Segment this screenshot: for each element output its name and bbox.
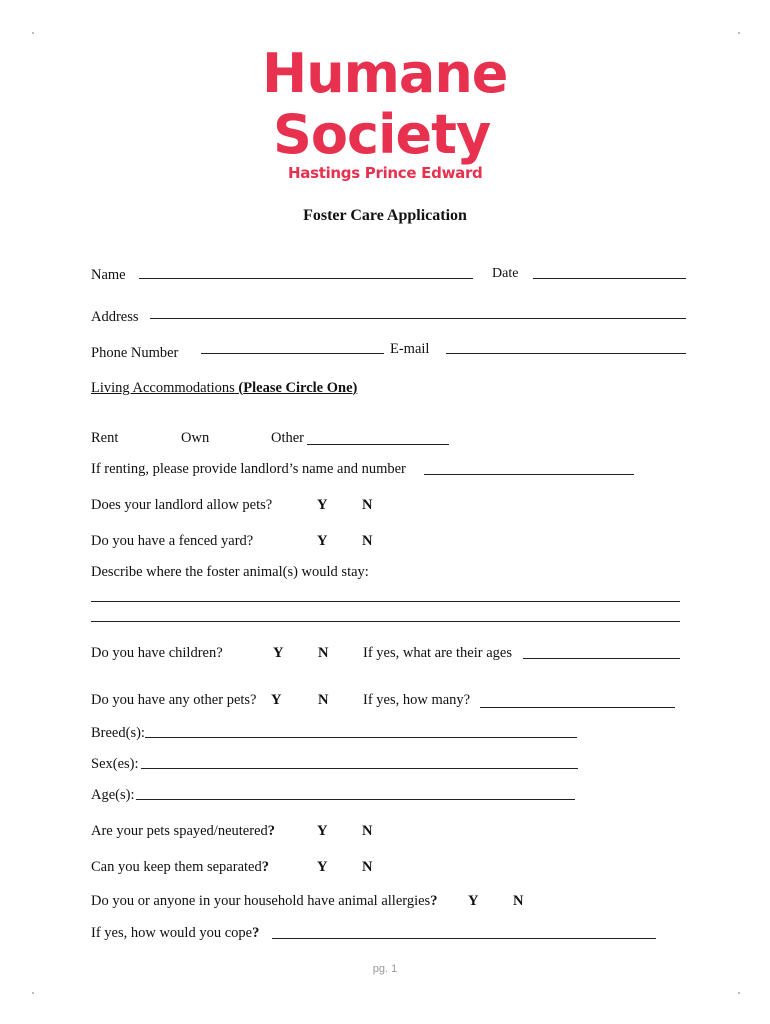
allergies-no[interactable]: N xyxy=(513,893,524,909)
fenced-yard-question: Do you have a fenced yard? xyxy=(91,533,254,549)
phone-label: Phone Number xyxy=(91,345,179,361)
page-number: pg. 1 xyxy=(372,963,398,975)
email-label: E-mail xyxy=(390,341,430,357)
fenced-yard-no[interactable]: N xyxy=(362,533,373,549)
other-pets-no[interactable]: N xyxy=(318,692,329,708)
phone-field[interactable] xyxy=(201,353,384,354)
foster-location-question: Describe where the foster animal(s) would stay: xyxy=(91,564,369,580)
logo-society: Society xyxy=(273,103,491,166)
separated-no[interactable]: N xyxy=(362,859,373,875)
ages-label: Age(s): xyxy=(91,787,135,803)
option-rent[interactable]: Rent xyxy=(91,430,119,446)
sexes-label: Sex(es): xyxy=(91,756,139,772)
other-field[interactable] xyxy=(307,444,449,445)
landlord-pets-question: Does your landlord allow pets? xyxy=(91,497,273,513)
fenced-yard-yes[interactable]: Y xyxy=(317,533,328,549)
date-field[interactable] xyxy=(533,278,686,279)
spayed-question: Are your pets spayed/neutered? xyxy=(91,823,276,839)
sexes-field[interactable] xyxy=(141,768,578,769)
landlord-field[interactable] xyxy=(424,474,634,475)
option-own[interactable]: Own xyxy=(181,430,210,446)
option-other[interactable]: Other xyxy=(271,430,305,446)
landlord-pets-yes[interactable]: Y xyxy=(317,497,328,513)
breeds-label: Breed(s): xyxy=(91,725,145,741)
page-title: Foster Care Application xyxy=(303,207,467,224)
landlord-pets-no[interactable]: N xyxy=(362,497,373,513)
foster-location-line-1[interactable] xyxy=(91,601,680,602)
children-question: Do you have children? xyxy=(91,645,223,661)
spayed-no[interactable]: N xyxy=(362,823,373,839)
how-many-question: If yes, how many? xyxy=(363,692,471,708)
other-pets-question: Do you have any other pets? xyxy=(91,692,257,708)
how-many-field[interactable] xyxy=(480,707,675,708)
children-ages-field[interactable] xyxy=(523,658,680,659)
email-field[interactable] xyxy=(446,353,686,354)
cope-question: If yes, how would you cope? xyxy=(91,925,260,941)
children-yes[interactable]: Y xyxy=(273,645,284,661)
living-accommodations-heading: Living Accommodations (Please Circle One) xyxy=(91,380,358,396)
address-label: Address xyxy=(91,309,139,325)
allergies-yes[interactable]: Y xyxy=(468,893,479,909)
name-field[interactable] xyxy=(139,278,473,279)
corner-mark xyxy=(738,992,740,994)
corner-mark xyxy=(32,32,34,34)
logo-humane: Humane xyxy=(262,42,508,105)
spayed-yes[interactable]: Y xyxy=(317,823,328,839)
name-label: Name xyxy=(91,267,126,283)
other-pets-yes[interactable]: Y xyxy=(271,692,282,708)
breeds-field[interactable] xyxy=(145,737,577,738)
separated-yes[interactable]: Y xyxy=(317,859,328,875)
foster-location-line-2[interactable] xyxy=(91,621,680,622)
cope-field[interactable] xyxy=(272,938,656,939)
corner-mark xyxy=(738,32,740,34)
landlord-question: If renting, please provide landlord’s name and number xyxy=(91,461,406,477)
ages-field[interactable] xyxy=(136,799,575,800)
date-label: Date xyxy=(492,266,519,281)
allergies-question: Do you or anyone in your household have animal allergies? xyxy=(91,893,438,909)
separated-question: Can you keep them separated? xyxy=(91,859,269,875)
address-field[interactable] xyxy=(150,318,686,319)
corner-mark xyxy=(32,992,34,994)
children-no[interactable]: N xyxy=(318,645,329,661)
children-ages-question: If yes, what are their ages xyxy=(363,645,512,661)
logo-subtitle: Hastings Prince Edward xyxy=(288,164,483,182)
